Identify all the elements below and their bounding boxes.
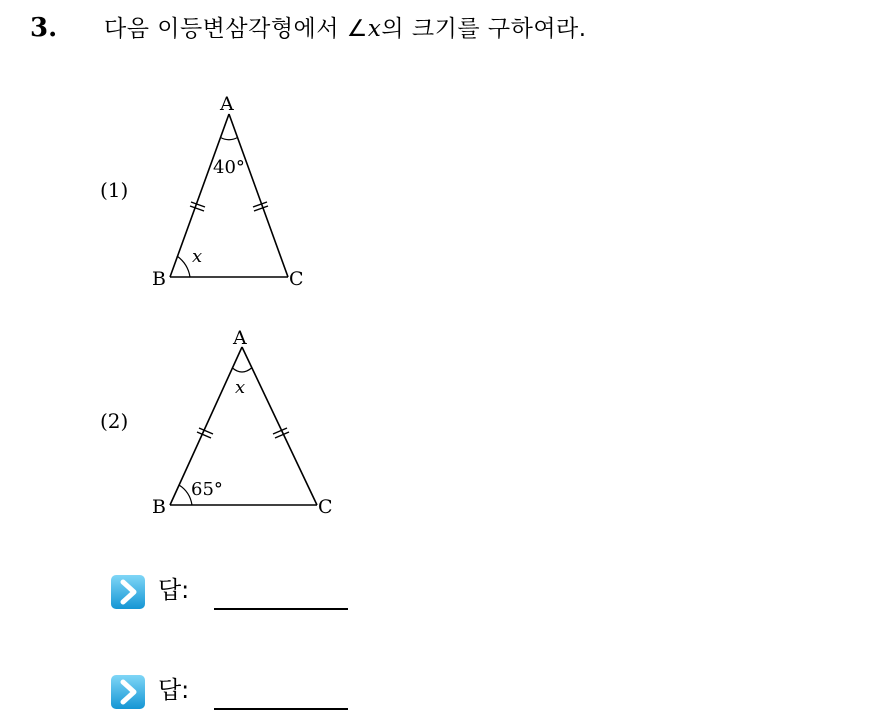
part-2-label: (2) (100, 409, 129, 433)
triangle-1-base-arc (177, 256, 190, 277)
question-text-after: 의 크기를 구하여라. (381, 16, 587, 42)
triangle-1-svg (140, 88, 320, 298)
triangle-1-base-angle: x (192, 246, 203, 267)
triangle-1-tick-ab-1 (191, 202, 205, 207)
triangle-1-tick-ab-2 (190, 206, 204, 211)
triangle-figure-2 (140, 320, 350, 525)
question-variable: x (367, 16, 382, 42)
triangle-2-vertex-b: B (152, 496, 166, 518)
question-text-before: 다음 이등변삼각형에서 ∠ (104, 16, 368, 42)
answer-row-2 (110, 672, 370, 712)
triangle-2-svg (140, 320, 350, 525)
answer-label: 답: (158, 676, 190, 704)
answer-row-1 (110, 572, 370, 612)
triangle-2-apex-angle: x (235, 377, 246, 398)
triangle-1-apex-angle: 40° (213, 157, 245, 178)
chevron-right-icon (110, 574, 146, 610)
answer-blank-2[interactable] (214, 708, 348, 710)
triangle-1-vertex-b: B (152, 268, 166, 290)
answer-blank-1[interactable] (214, 608, 348, 610)
triangle-2-vertex-c: C (318, 496, 333, 518)
triangle-2-side-ac (242, 347, 317, 505)
question-number: 3. (30, 13, 58, 43)
triangle-1-vertex-a: A (220, 93, 234, 115)
chevron-right-icon (110, 674, 146, 710)
part-1-label: (1) (100, 178, 129, 202)
triangle-2-apex-arc (233, 368, 252, 372)
triangle-1-apex-arc (221, 138, 238, 140)
question-text (104, 12, 587, 46)
triangle-1-vertex-c: C (289, 268, 304, 290)
triangle-2-base-angle: 65° (191, 479, 223, 500)
triangle-figure-1 (140, 88, 320, 298)
triangle-2-vertex-a: A (233, 327, 247, 349)
triangle-1-side-ac (229, 114, 288, 277)
answer-label: 답: (158, 576, 190, 604)
triangle-1-tick-ac-1 (253, 202, 267, 207)
triangle-1-tick-ac-2 (254, 206, 268, 211)
